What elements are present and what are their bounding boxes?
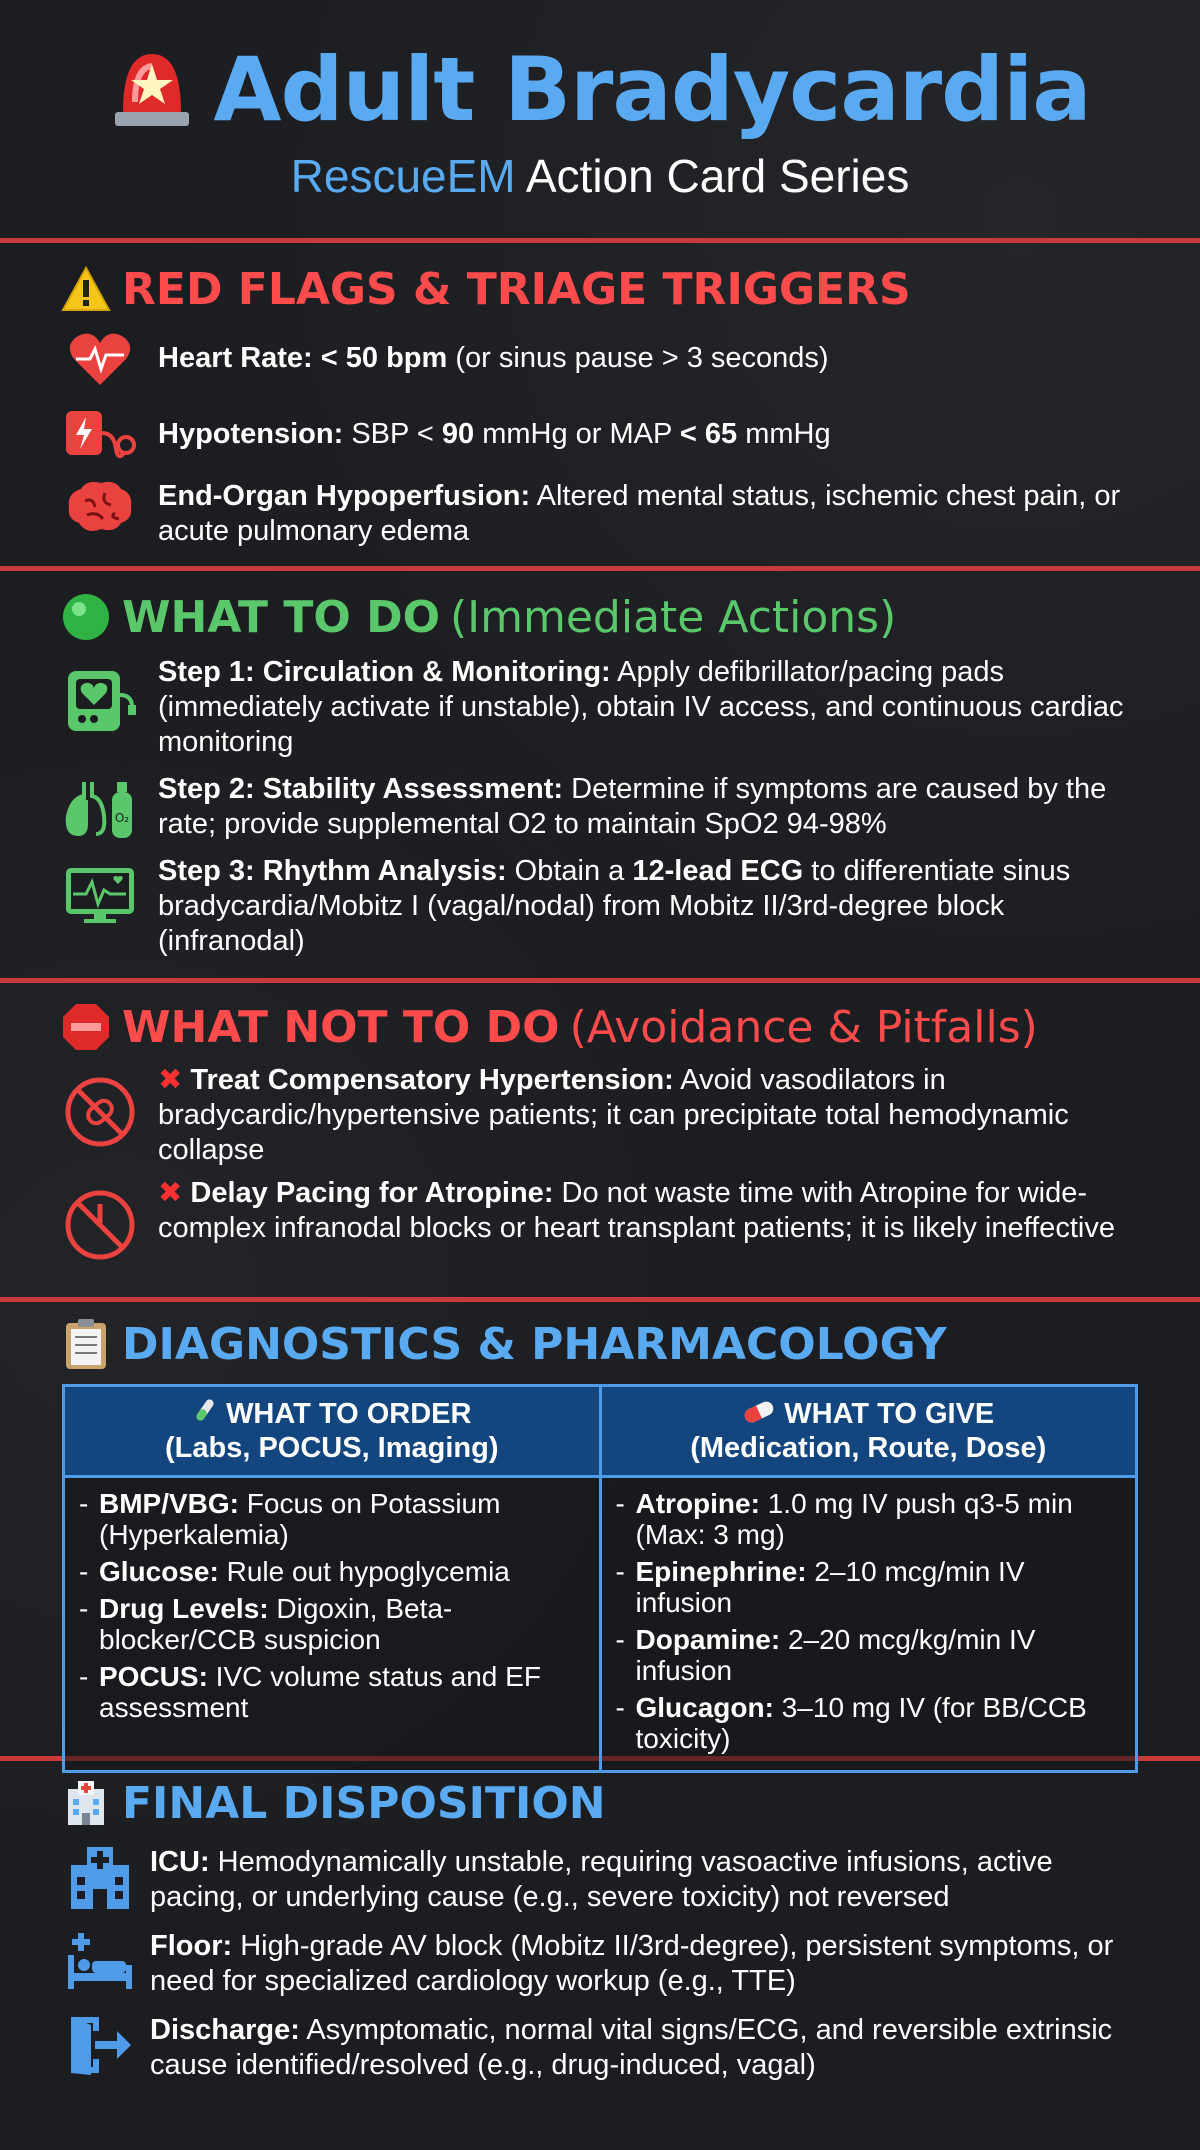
- hospital-building-icon: [60, 1777, 112, 1829]
- red-flag-item: End-Organ Hypoperfusion: Altered mental status, ischemic chest pain, or acute pulmonary edema: [60, 479, 1140, 549]
- blood-pressure-icon: [60, 405, 140, 465]
- hospital-bed-icon: [60, 1929, 140, 1991]
- pill-icon: [742, 1398, 784, 1430]
- disposition-item: Discharge: Asymptomatic, normal vital signs/ECG, and reversible extrinsic cause identified/resolved (e.g., drug-induced, vagal): [60, 2013, 1140, 2083]
- warning-icon: [60, 263, 112, 315]
- brand-name: RescueEM: [290, 150, 516, 202]
- order-list: [64, 1477, 601, 1772]
- stop-sign-icon: [60, 1001, 112, 1053]
- red-flag-item: Heart Rate: < 50 bpm (or sinus pause > 3 seconds): [60, 331, 1140, 387]
- brain-icon: [60, 479, 140, 537]
- x-mark-icon: ✖: [158, 1064, 183, 1096]
- action-step: Step 1: Circulation & Monitoring: Apply defibrillator/pacing pads (immediately activate if unstable), obtain IV access, and continuous cardiac monitoring: [60, 655, 1140, 760]
- list-item: - Atropine: 1.0 mg IV push q3-5 min (Max: 3 mg): [615, 1488, 1073, 1550]
- no-clock-icon: [60, 1176, 140, 1262]
- disposition-item: Floor: High-grade AV block (Mobitz II/3rd-degree), persistent symptoms, or need for specialized cardiology workup (e.g., TTE): [60, 1929, 1140, 1999]
- pitfall-item: ✖ Delay Pacing for Atropine: Do not waste time with Atropine for wide-complex infranodal blocks or heart transplant patients; it is likely ineffective: [60, 1176, 1140, 1262]
- heart-pulse-icon: [60, 331, 140, 387]
- list-item: - BMP/VBG: Focus on Potassium (Hyperkalemia): [79, 1488, 501, 1550]
- what-to-do-heading: WHAT TO DO (Immediate Actions): [60, 591, 1140, 643]
- disposition-item: ICU: Hemodynamically unstable, requiring vasoactive infusions, active pacing, or underlying cause (e.g., severe toxicity) not reversed: [60, 1845, 1140, 1915]
- subtitle-text: Action Card Series: [525, 150, 910, 202]
- diagnostics-table: [62, 1384, 1138, 1773]
- no-pill-icon: [60, 1063, 140, 1149]
- page-title: Adult Bradycardia: [213, 38, 1091, 141]
- give-column-header: WHAT TO GIVE (Medication, Route, Dose): [600, 1386, 1137, 1477]
- green-circle-icon: [60, 591, 112, 643]
- test-tube-icon: [192, 1398, 226, 1430]
- list-item: - Dopamine: 2–20 mcg/kg/min IV infusion: [615, 1624, 1036, 1686]
- list-item: - Epinephrine: 2–10 mcg/min IV infusion: [615, 1556, 1025, 1618]
- siren-icon: [109, 42, 195, 137]
- order-column-header: WHAT TO ORDER (Labs, POCUS, Imaging): [64, 1386, 601, 1477]
- defibrillator-icon: [60, 655, 140, 737]
- disposition-section: [0, 1761, 1200, 2144]
- red-flag-item: Hypotension: SBP < 90 mmHg or MAP < 65 mmHg: [60, 405, 1140, 465]
- list-item: - Drug Levels: Digoxin, Beta-blocker/CCB suspicion: [79, 1593, 453, 1655]
- what-to-do-section: [0, 571, 1200, 978]
- disposition-heading: FINAL DISPOSITION: [60, 1777, 1140, 1829]
- svg-text:O₂: O₂: [114, 811, 130, 825]
- list-item: - POCUS: IVC volume status and EF assessment: [79, 1661, 541, 1723]
- diagnostics-section: [0, 1302, 1200, 1756]
- lungs-oxygen-icon: [60, 772, 140, 842]
- pitfall-item: ✖ Treat Compensatory Hypertension: Avoid vasodilators in bradycardic/hypertensive patients; it can precipitate total hemodynamic collapse: [60, 1063, 1140, 1168]
- exit-door-icon: [60, 2013, 140, 2077]
- red-flags-section: [0, 243, 1200, 566]
- header: [0, 0, 1200, 238]
- clipboard-icon: [60, 1318, 112, 1370]
- list-item: - Glucose: Rule out hypoglycemia: [79, 1556, 510, 1587]
- what-not-to-do-section: [0, 983, 1200, 1297]
- x-mark-icon: ✖: [158, 1177, 183, 1209]
- action-step: O₂ Step 2: Stability Assessment: Determine if symptoms are caused by the rate; provide supplemental O2 to maintain SpO2 94-98%: [60, 772, 1140, 842]
- action-step: Step 3: Rhythm Analysis: Obtain a 12-lead ECG to differentiate sinus bradycardia/Mobitz I (vagal/nodal) from Mobitz II/3rd-degree block (infranodal): [60, 854, 1140, 959]
- ecg-monitor-icon: [60, 854, 140, 926]
- give-list: [600, 1477, 1137, 1772]
- page-subtitle: [0, 149, 1200, 203]
- list-item: - Glucagon: 3–10 mg IV (for BB/CCB toxicity): [615, 1692, 1087, 1754]
- what-not-to-do-heading: WHAT NOT TO DO (Avoidance & Pitfalls): [60, 1001, 1140, 1053]
- hospital-icon: [60, 1845, 140, 1911]
- diagnostics-heading: DIAGNOSTICS & PHARMACOLOGY: [60, 1318, 1140, 1370]
- red-flags-heading: RED FLAGS & TRIAGE TRIGGERS: [60, 263, 1140, 315]
